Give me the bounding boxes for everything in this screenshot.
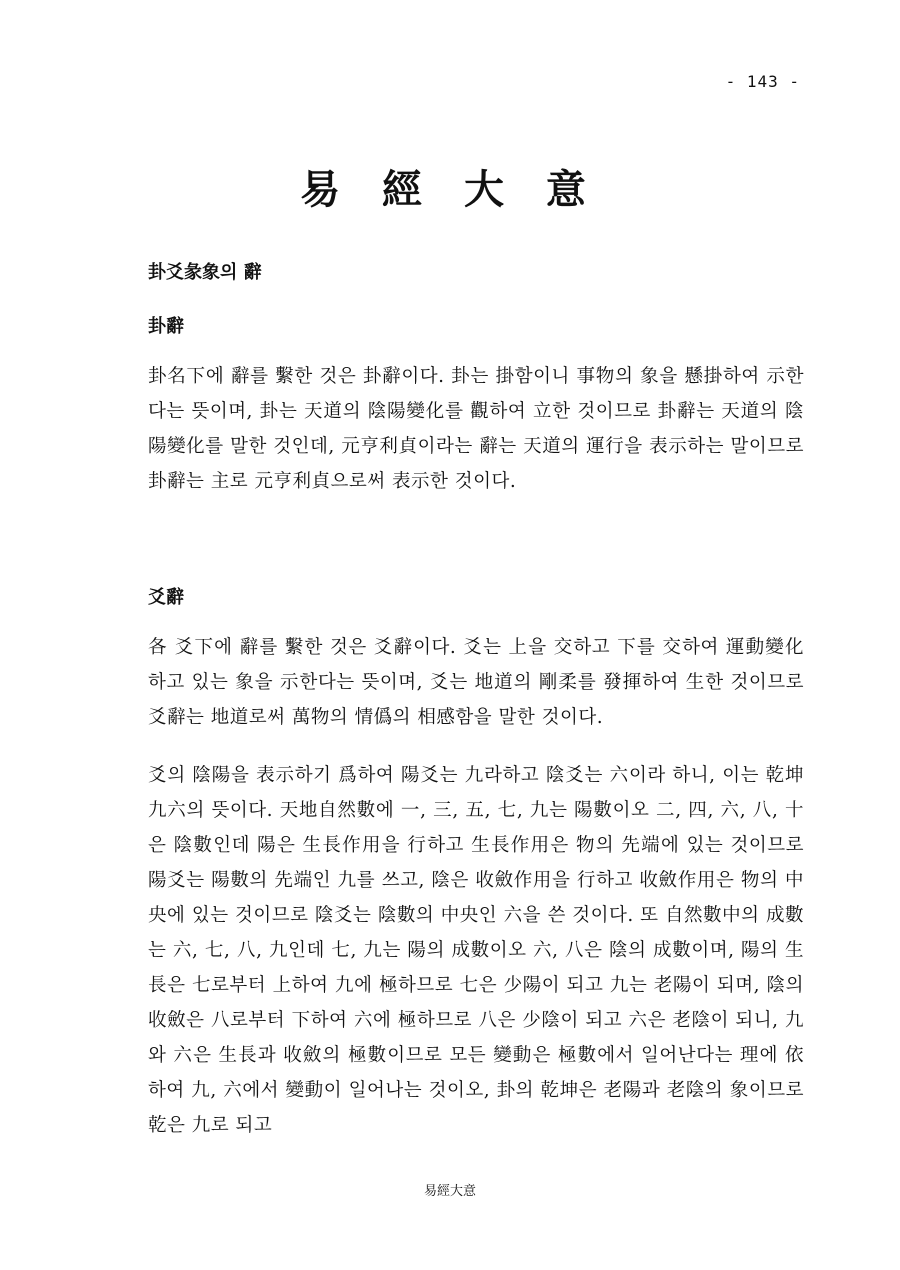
section-heading-main: 卦爻彖象의 辭 bbox=[148, 262, 262, 283]
page-number: - 143 - bbox=[725, 72, 800, 91]
paragraph-hyo-2: 爻의 陰陽을 表示하기 爲하여 陽爻는 九라하고 陰爻는 六이라 하니, 이는 乾坤九六의 뜻이다. 天地自然數에 一, 三, 五, 七, 九는 陽數이오 二, 四, 六, 八, 十은 陰數인데 陽은 生長作用을 行하고 生長作用은 物의 先端에 있는 것이므로 陽爻는 陽數의 先端인 九를 쓰고, 陰은 收斂作用을 行하고 收斂作用은 物의 中央에 있는 것이므로 陰爻는 陰數의 中央인 六을 쓴 것이다. 또 自然數中의 成數는 六, 七, 八, 九인데 七, 九는 陽의 成數이오 六, 八은 陰의 成數이며, 陽의 生長은 七로부터 上하여 九에 極하므로 七은 少陽이 되고 九는 老陽이 되며, 陰의 收斂은 八로부터 下하여 六에 極하므로 八은 少陰이 되고 六은 老陰이 되니, 九와 六은 生長과 收斂의 極數이므로 모든 變動은 極數에서 일어난다는 理에 依하여 九, 六에서 變動이 일어나는 것이오, 卦의 乾坤은 老陽과 老陰의 象이므로 乾은 九로 되고 bbox=[148, 765, 804, 1136]
section-heading-gwae: 卦辭 bbox=[148, 316, 184, 337]
page-footer: 易經大意 bbox=[423, 1184, 476, 1199]
page-title: 易 經 大 意 bbox=[300, 166, 600, 213]
paragraph-gwae: 卦名下에 辭를 繫한 것은 卦辭이다. 卦는 掛함이니 事物의 象을 懸掛하여 示한다는 뜻이며, 卦는 天道의 陰陽變化를 觀하여 立한 것이므로 卦辭는 天道의 陰陽變化를 말한 것인데, 元亨利貞이라는 辭는 天道의 運行을 表示하는 말이므로 卦辭는 主로 元亨利貞으로써 表示한 것이다. bbox=[148, 366, 804, 492]
section-heading-hyo: 爻辭 bbox=[148, 587, 184, 608]
paragraph-hyo-1: 各 爻下에 辭를 繫한 것은 爻辭이다. 爻는 上을 交하고 下를 交하여 運動變化하고 있는 象을 示한다는 뜻이며, 爻는 地道의 剛柔를 發揮하여 生한 것이므로 爻辭는 地道로써 萬物의 情僞의 相感함을 말한 것이다. bbox=[148, 637, 804, 728]
